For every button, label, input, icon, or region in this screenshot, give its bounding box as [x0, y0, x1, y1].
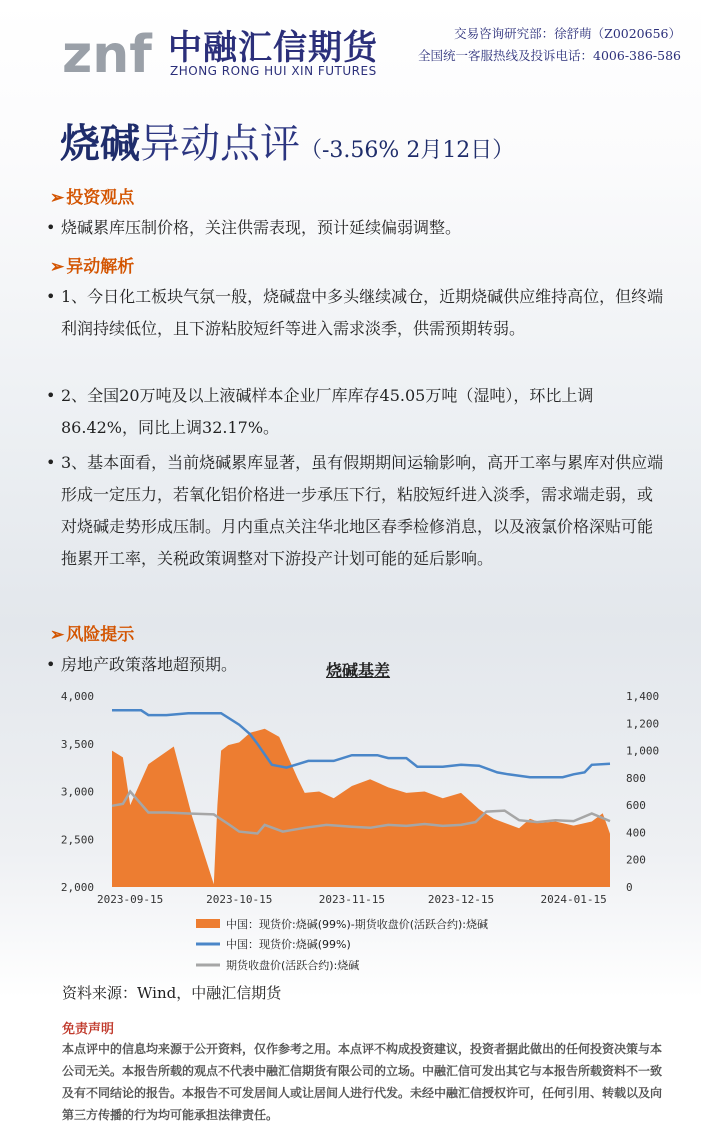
- y-left-tick-label: 3,500: [60, 737, 94, 751]
- analysis-item-1: • 1、今日化工板块气氛一般，烧碱盘中多头继续减仓，近期烧碱供应维持高位，但终端利润持续低位，且下游粘胶短纤等进入需求淡季，供需预期转弱。: [46, 281, 666, 345]
- disclaimer-title: 免责声明: [62, 1022, 115, 1037]
- analysis-item-2: • 2、全国20万吨及以上液碱样本企业厂库库存45.05万吨（湿吨），环比上调86.42%，同比上调32.17%。: [46, 380, 666, 444]
- y-left-tick-label: 3,000: [60, 785, 94, 799]
- analysis-item-3: • 3、基本面看，当前烧碱累库显著，虽有假期期间运输影响，高开工率与累库对供应端形成一定压力，若氧化铝价格进一步承压下行，粘胶短纤进入淡季，需求端走弱，或对烧碱走势形成压制。月内重点关注华北地区春季检修消息，以及液氯价格深贴可能拖累开工率，关税政策调整对下游投产计划可能的延后影响。: [46, 447, 666, 575]
- legend-label: 期货收盘价(活跃合约):烧碱: [226, 959, 360, 972]
- x-tick-label: 2024-01-15: [540, 893, 607, 906]
- contact-researcher: 交易咨询研究部：徐舒萌（Z0020656）: [454, 26, 681, 41]
- x-tick-label: 2023-10-15: [206, 893, 273, 906]
- y-left-tick-label: 2,000: [60, 881, 94, 894]
- logo-letters: znf: [62, 25, 152, 78]
- x-tick-label: 2023-11-15: [318, 893, 386, 906]
- y-left-tick-label: 2,500: [60, 833, 94, 847]
- section-analysis-heading: ➢ 异动解析: [50, 257, 135, 277]
- basis-chart: [50, 684, 670, 980]
- x-tick-label: 2023-09-15: [97, 893, 164, 906]
- view-bullet: • 烧碱累库压制价格，关注供需表现，预计延续偏弱调整。: [46, 212, 666, 244]
- company-name-en: ZHONG RONG HUI XIN FUTURES: [170, 64, 377, 78]
- y-left-tick-label: 4,000: [60, 690, 94, 703]
- risk-bullet: • 房地产政策落地超预期。: [46, 649, 306, 681]
- section-risk-heading: ➢ 风险提示: [50, 625, 135, 645]
- arrow-icon: ➢: [50, 625, 65, 645]
- y-right-tick-label: 600: [626, 799, 646, 813]
- y-right-tick-label: 800: [626, 771, 646, 785]
- y-right-tick-label: 1,200: [626, 717, 660, 731]
- legend-label: 中国：现货价:烧碱(99%)-期货收盘价(活跃合约):烧碱: [226, 918, 488, 931]
- bullet-icon: •: [46, 386, 56, 405]
- title-sub: （-3.56% 2月12日）: [300, 138, 515, 163]
- y-right-tick-label: 0: [626, 881, 633, 894]
- arrow-icon: ➢: [50, 257, 65, 277]
- y-right-tick-label: 1,400: [626, 690, 660, 703]
- chart-title: 烧碱基差: [326, 661, 391, 680]
- bullet-icon: •: [46, 655, 56, 674]
- series-basis-area: [112, 729, 610, 887]
- legend-swatch-basis: [196, 919, 220, 928]
- disclaimer-text: 本点评中的信息均来源于公开资料，仅作参考之用。本点评不构成投资建议，投资者据此做出的任何投资决策与本公司无关。本报告所载的观点不代表中融汇信期货有限公司的立场。中融汇信可发出其它与本报告所载资料不一致及有不同结论的报告。本报告不可发居间人或让居间人进行代发。未经中融汇信授权许可，任何引用、转载以及向第三方传播的行为均可能承担法律责任。: [62, 1042, 663, 1122]
- bullet-icon: •: [46, 453, 56, 472]
- y-right-tick-label: 1,000: [626, 744, 660, 758]
- bullet-icon: •: [46, 218, 56, 237]
- section-view-heading: ➢ 投资观点: [50, 188, 135, 208]
- data-source: 资料来源：Wind，中融汇信期货: [62, 984, 282, 1002]
- page-title: [60, 112, 514, 169]
- bullet-icon: •: [46, 287, 56, 306]
- arrow-icon: ➢: [50, 188, 65, 208]
- company-name-cn: 中融汇信期货: [168, 28, 378, 68]
- x-tick-label: 2023-12-15: [427, 893, 495, 906]
- y-right-tick-label: 400: [626, 826, 646, 840]
- title-rest: 异动点评: [140, 121, 300, 167]
- series-spot-line: [112, 710, 610, 777]
- contact-hotline: 全国统一客服热线及投诉电话：4006-386-586: [418, 48, 681, 63]
- company-logo: [62, 14, 158, 78]
- legend-label: 中国：现货价:烧碱(99%): [226, 938, 351, 951]
- y-right-tick-label: 200: [626, 853, 646, 867]
- title-main: 烧碱: [60, 120, 140, 167]
